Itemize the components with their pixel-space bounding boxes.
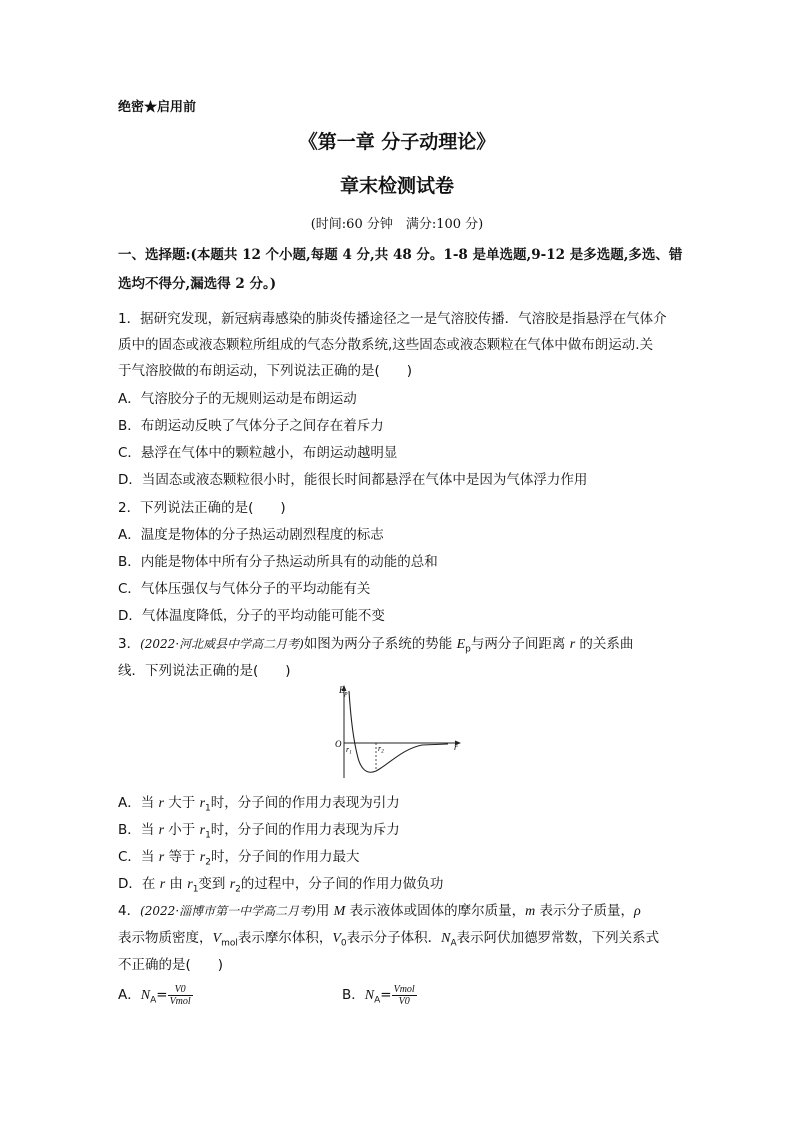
q4-stem-line1: 4．(2022·淄博市第一中学高二月考)用 M 表示液体或固体的摩尔质量，m 表示分子质量，ρ bbox=[118, 903, 641, 919]
q3-option-c: C．当 r 等于 $r_2$时，分子间的作用力最大 bbox=[118, 849, 360, 868]
q1-stem-line3: 于气溶胶做的布朗运动，下列说法正确的是( ) bbox=[118, 363, 413, 379]
q3-stem-text: 的关系曲 bbox=[575, 636, 634, 652]
ep-symbol: E bbox=[456, 637, 466, 652]
q3-number: 3． bbox=[118, 636, 141, 652]
q3-option-a: A．当 r 大于 $r_1$时，分子间的作用力表现为引力 bbox=[118, 795, 400, 814]
r-symbol: r bbox=[569, 637, 576, 652]
q4-stem-line3: 不正确的是( ) bbox=[118, 957, 224, 973]
fraction-a: $\frac{V0}{\text{Vmol}}$ bbox=[169, 983, 191, 1007]
q3-option-d: D．在 r 由 $r_1$变到 $r_2$的过程中，分子间的作用力做负功 bbox=[118, 876, 444, 895]
q2-option-b: B．内能是物体中所有分子热运动所具有的动能的总和 bbox=[118, 554, 438, 570]
confidential-label: 绝密★启用前 bbox=[118, 100, 197, 115]
graph-r2-label: r2 bbox=[378, 744, 384, 755]
q3-stem-text: 与两分子间距离 bbox=[470, 636, 570, 652]
q3-source: (2022·河北威县中学高二月考) bbox=[140, 637, 304, 651]
graph-origin-label: O bbox=[335, 739, 342, 749]
q4-stem-line2: 表示物质密度，$V_{mol}$表示摩尔体积，$V_0$表示分子体积．$N_A$表示阿伏加德罗常数，下列关系式 bbox=[118, 930, 660, 949]
fraction-b: $\frac{\text{Vmol}}{V0}$ bbox=[393, 983, 415, 1007]
q2-option-d: D．气体温度降低，分子的平均动能可能不变 bbox=[118, 608, 385, 624]
time-info: (时间:60 分钟 满分:100 分) bbox=[310, 217, 484, 232]
q4-option-a: A．$N_A=$ $\frac{V0}{\text{Vmol}}$ bbox=[118, 983, 191, 1007]
page-title: 《第一章 分子动理论》 bbox=[298, 131, 496, 153]
q1-option-c: C．悬浮在气体中的颗粒越小，布朗运动越明显 bbox=[118, 445, 398, 461]
q1-option-a: A．气溶胶分子的无规则运动是布朗运动 bbox=[118, 391, 357, 407]
q1-stem-line1: 1．据研究发现，新冠病毒感染的肺炎传播途径之一是气溶胶传播．气溶胶是指悬浮在气体介 bbox=[118, 311, 667, 327]
q3-option-b: B．当 r 小于 $r_1$时，分子间的作用力表现为斥力 bbox=[118, 822, 400, 841]
graph-y-label: $E_p$ bbox=[339, 685, 348, 697]
q2-stem: 2．下列说法正确的是( ) bbox=[118, 500, 286, 516]
q1-stem-line2: 质中的固态或液态颗粒所组成的气态分散系统,这些固态或液态颗粒在气体中做布朗运动.关 bbox=[118, 337, 654, 353]
q3-stem-line2: 线．下列说法正确的是( ) bbox=[118, 663, 291, 679]
ep-subscript: p bbox=[465, 644, 471, 655]
q1-option-d: D．当固态或液态颗粒很小时，能很长时间都悬浮在气体中是因为气体浮力作用 bbox=[118, 472, 588, 488]
graph-x-label: r bbox=[454, 742, 458, 752]
potential-energy-graph bbox=[330, 683, 464, 779]
section-heading: 一、选择题:(本题共 12 个小题,每题 4 分,共 48 分。1-8 是单选题,9-12 是多选题,多选、错选均不得分,漏选得 2 分。) bbox=[118, 247, 683, 292]
q2-option-c: C．气体压强仅与气体分子的平均动能有关 bbox=[118, 581, 371, 597]
q3-stem-line1 bbox=[118, 632, 633, 655]
q3-stem-text: 如图为两分子系统的势能 bbox=[303, 636, 457, 652]
q1-option-b: B．布朗运动反映了气体分子之间存在着斥力 bbox=[118, 418, 384, 434]
q2-option-a: A．温度是物体的分子热运动剧烈程度的标志 bbox=[118, 527, 384, 543]
q4-option-b: B．$N_A=$ $\frac{\text{Vmol}}{V0}$ bbox=[342, 983, 415, 1007]
page-subtitle: 章末检测试卷 bbox=[339, 175, 454, 197]
graph-r1-label: r1 bbox=[346, 745, 352, 756]
potential-curve bbox=[349, 691, 448, 772]
